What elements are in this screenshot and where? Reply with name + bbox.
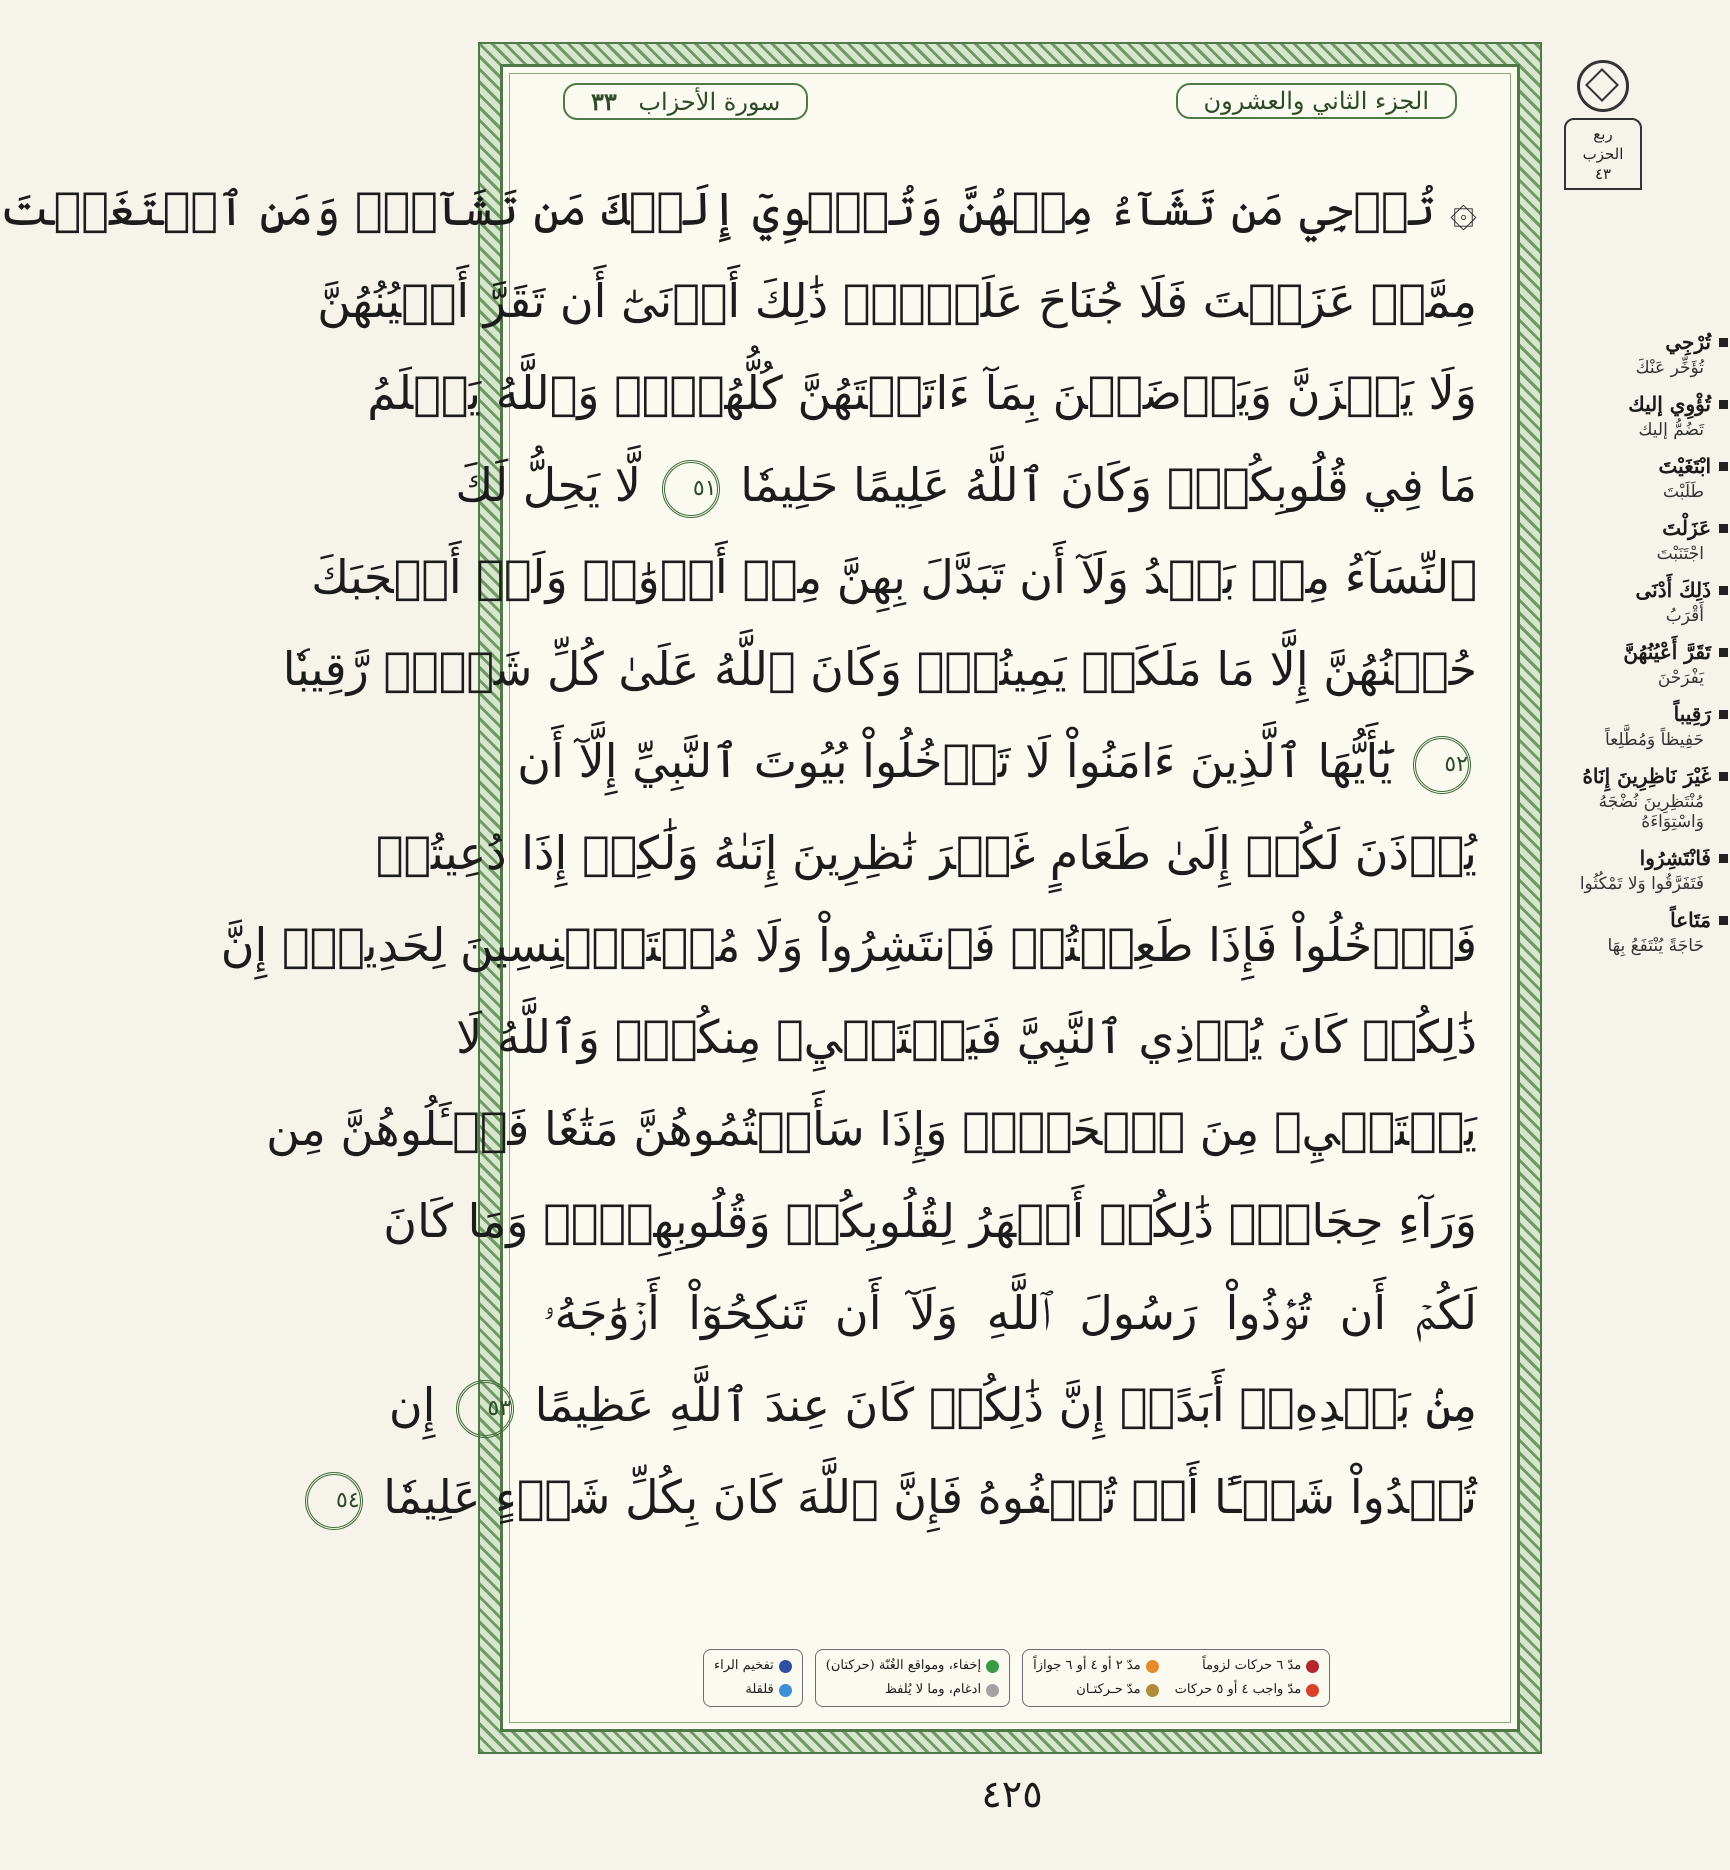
glossary-meaning: يَفْرَحْنَ <box>1657 668 1704 688</box>
verse-line: وَرَآءِ حِجَابٖۚ ذَٰلِكُمۡ أَطۡهَرُ لِقُلُوبِكُمۡ وَقُلُوبِهِنَّۚ وَمَا كَانَ <box>383 1194 1477 1248</box>
glossary-word: رَقِيباً <box>1558 702 1728 726</box>
glossary-word: تُؤْوِي إليك <box>1558 392 1728 416</box>
verse-line: حُسۡنُهُنَّ إِلَّا مَا مَلَكَتۡ يَمِينُكَۗ وَكَانَ ٱللَّهُ عَلَىٰ كُلِّ شَيۡءٖ رَّقِيبٗا <box>282 642 1477 696</box>
glossary-word: عَزَلْتَ <box>1558 516 1728 540</box>
hizb-badge <box>1564 60 1642 210</box>
surah-number: ٣٣ <box>591 86 617 116</box>
legend-item <box>1175 1654 1320 1678</box>
legend-label: قلقلة <box>745 1682 774 1697</box>
legend-item <box>1033 1654 1159 1678</box>
glossary-word: تَقَرَّ أَعْيُنُهُنَّ <box>1558 640 1728 664</box>
glossary-meaning: تُؤَخِّر عَنْكَ <box>1635 358 1704 378</box>
legend-box-madd <box>1022 1649 1330 1707</box>
glossary-meaning: طَلَبْتَ <box>1663 482 1704 502</box>
glossary-meaning: حَاجَةً يُنْتَفَعُ بِهَا <box>1607 936 1704 956</box>
verse-line-tail: إِن <box>388 1378 436 1432</box>
legend-item <box>714 1654 792 1678</box>
color-dot-icon <box>779 1684 792 1697</box>
color-dot-icon <box>779 1660 792 1673</box>
glossary-word: تُرْجِي <box>1558 330 1728 354</box>
legend-item <box>1033 1678 1159 1702</box>
glossary-word: مَتَاعاً <box>1558 908 1728 932</box>
surah-title <box>563 83 808 120</box>
ayah-number-marker: ٥٢ <box>1413 736 1471 794</box>
tajweed-legend <box>703 1649 1497 1707</box>
verse-line-text: مَا فِي قُلُوبِكُمۡۚ وَكَانَ ٱللَّهُ عَلِيمًا حَلِيمٗا <box>740 458 1477 512</box>
verse-line: يَسۡتَحۡيِۦ مِنَ ٱلۡحَقِّۚ وَإِذَا سَأَلۡتُمُوهُنَّ مَتَٰعٗا فَسۡـَٔلُوهُنَّ مِن <box>266 1102 1477 1156</box>
hizb-number: ٤٣ <box>1594 165 1612 183</box>
legend-item <box>826 1678 999 1702</box>
verse-line: يُؤۡذَنَ لَكُمۡ إِلَىٰ طَعَامٍ غَيۡرَ نَٰظِرِينَ إِنَىٰهُ وَلَٰكِنۡ إِذَا دُعِيتُمۡ <box>375 826 1477 880</box>
glossary-word: ذَلِكَ أَدْنَى <box>1558 578 1728 602</box>
legend-box-tafkheem <box>703 1649 803 1707</box>
glossary-entry <box>1558 454 1728 502</box>
legend-label: مدّ حـركتـان <box>1076 1682 1141 1697</box>
glossary-entry <box>1558 846 1728 894</box>
glossary-entry <box>1558 702 1728 750</box>
verse-line: ۞ تُرۡجِي مَن تَشَآءُ مِنۡهُنَّ وَتُـٔۡوِيٓ إِلَيۡكَ مَن تَشَآءُۖ وَمَنِ ٱبۡتَغَيۡتَ <box>0 182 1477 236</box>
verse-line <box>336 1451 1477 1543</box>
hizb-word: الحزب <box>1582 145 1624 163</box>
text-panel <box>0 64 1520 1732</box>
color-dot-icon <box>1306 1684 1319 1697</box>
glossary-entry <box>1558 640 1728 688</box>
glossary-entry <box>1558 516 1728 564</box>
glossary-meaning: حَفِيظاً وَمُطَّلِعاً <box>1604 730 1704 750</box>
glossary-meaning: فَتَفَرَّقُوا وَلا تَمْكُثُوا <box>1579 874 1704 894</box>
glossary-word: ابْتَغَيْتَ <box>1558 454 1728 478</box>
knot-ornament-icon <box>1577 60 1629 112</box>
legend-label: ادغام، وما لا يُلفظ <box>884 1682 982 1697</box>
verse-line-tail: لَّا يَحِلُّ لَكَ <box>455 458 641 512</box>
glossary-entry <box>1558 392 1728 440</box>
verse-line: وَلَا يَحۡزَنَّ وَيَرۡضَيۡنَ بِمَآ ءَاتَيۡتَهُنَّ كُلُّهُنَّۚ وَٱللَّهُ يَعۡلَمُ <box>367 366 1477 420</box>
verse-line: لَكُمۡ أَن تُؤۡذُواْ رَسُولَ ٱللَّهِ وَلَآ أَن تَنكِحُوٓاْ أَزۡوَٰجَهُۥ <box>543 1286 1477 1340</box>
juz-label: الجزء الثاني والعشرون <box>1203 87 1429 115</box>
legend-label: إخفاء، ومواقع الغُنّة (حركتان) <box>825 1658 982 1673</box>
verse-line: مِمَّنۡ عَزَلۡتَ فَلَا جُنَاحَ عَلَيۡكَۚ ذَٰلِكَ أَدۡنَىٰٓ أَن تَقَرَّ أَعۡيُنُهُنَّ <box>317 274 1477 328</box>
legend-item <box>714 1678 792 1702</box>
glossary-entry <box>1558 764 1728 832</box>
ayah-number-marker: ٥٤ <box>305 1472 363 1530</box>
color-dot-icon <box>1146 1684 1159 1697</box>
verse-line: ٱلنِّسَآءُ مِنۢ بَعۡدُ وَلَآ أَن تَبَدَّلَ بِهِنَّ مِنۡ أَزۡوَٰجٖ وَلَوۡ أَعۡجَبَكَ <box>311 550 1477 604</box>
glossary-meaning: اجْتَنَبْتَ <box>1656 544 1704 564</box>
verse-line-text: يَٰٓأَيُّهَا ٱلَّذِينَ ءَامَنُواْ لَا تَدۡخُلُواْ بُيُوتَ ٱلنَّبِيِّ إِلَّآ أَن <box>517 734 1393 788</box>
verse-line-text: تُبۡدُواْ شَيۡـًٔا أَوۡ تُخۡفُوهُ فَإِنَّ ٱللَّهَ كَانَ بِكُلِّ شَيۡءٍ عَلِيمٗا <box>383 1470 1477 1524</box>
verse-line <box>388 1359 1477 1451</box>
ayah-number-marker: ٥١ <box>662 460 720 518</box>
page-frame <box>0 42 1542 1754</box>
page-number: ٤٢٥ <box>981 1772 1043 1816</box>
glossary-meaning: أَقْرَبُ <box>1665 606 1704 626</box>
glossary-column <box>1558 330 1728 970</box>
verse-line: ذَٰلِكُمۡ كَانَ يُؤۡذِي ٱلنَّبِيَّ فَيَسۡتَحۡيِۦ مِنكُمۡۖ وَٱللَّهُ لَا <box>456 1010 1477 1064</box>
legend-box-ghunna <box>815 1649 1010 1707</box>
glossary-meaning: تَضُمُّ إليك <box>1638 420 1704 440</box>
color-dot-icon <box>1306 1660 1319 1673</box>
glossary-word: غَيْرَ نَاظِرِينَ إِنَاهُ <box>1558 764 1728 788</box>
juz-title <box>1176 83 1458 119</box>
verse-text <box>0 163 1477 1543</box>
glossary-entry <box>1558 330 1728 378</box>
hizb-quarter-label: ربع <box>1593 125 1613 143</box>
legend-label: مدّ واجب ٤ أو ٥ حركات <box>1174 1682 1302 1697</box>
glossary-entry <box>1558 908 1728 956</box>
color-dot-icon <box>986 1684 999 1697</box>
verse-line: فَٱدۡخُلُواْ فَإِذَا طَعِمۡتُمۡ فَٱنتَشِرُواْ وَلَا مُسۡتَـٔۡنِسِينَ لِحَدِيثٍۚ إِنَّ <box>220 918 1477 972</box>
color-dot-icon <box>986 1660 999 1673</box>
legend-label: تفخيم الراء <box>714 1658 774 1673</box>
ayah-number-marker: ٥٣ <box>456 1380 514 1438</box>
legend-label: مدّ ٦ حركات لزوماً <box>1202 1658 1302 1673</box>
glossary-meaning: مُنْتَظِرِينَ نُضْجَهُ وَاسْتِوَاءَهُ <box>1598 792 1704 832</box>
verse-line <box>517 715 1477 807</box>
legend-item <box>826 1654 999 1678</box>
surah-label: سورة الأحزاب <box>638 87 781 116</box>
page-header <box>563 75 1457 127</box>
legend-label: مدّ ٢ أو ٤ أو ٦ جوازاً <box>1033 1658 1141 1673</box>
legend-item <box>1175 1678 1320 1702</box>
glossary-entry <box>1558 578 1728 626</box>
verse-line-text: مِنۢ بَعۡدِهِۦٓ أَبَدًاۚ إِنَّ ذَٰلِكُمۡ كَانَ عِندَ ٱللَّهِ عَظِيمًا <box>534 1378 1477 1432</box>
glossary-word: فَانْتَشِرُوا <box>1558 846 1728 870</box>
verse-line <box>455 439 1477 531</box>
color-dot-icon <box>1146 1660 1159 1673</box>
hizb-label <box>1564 118 1642 190</box>
